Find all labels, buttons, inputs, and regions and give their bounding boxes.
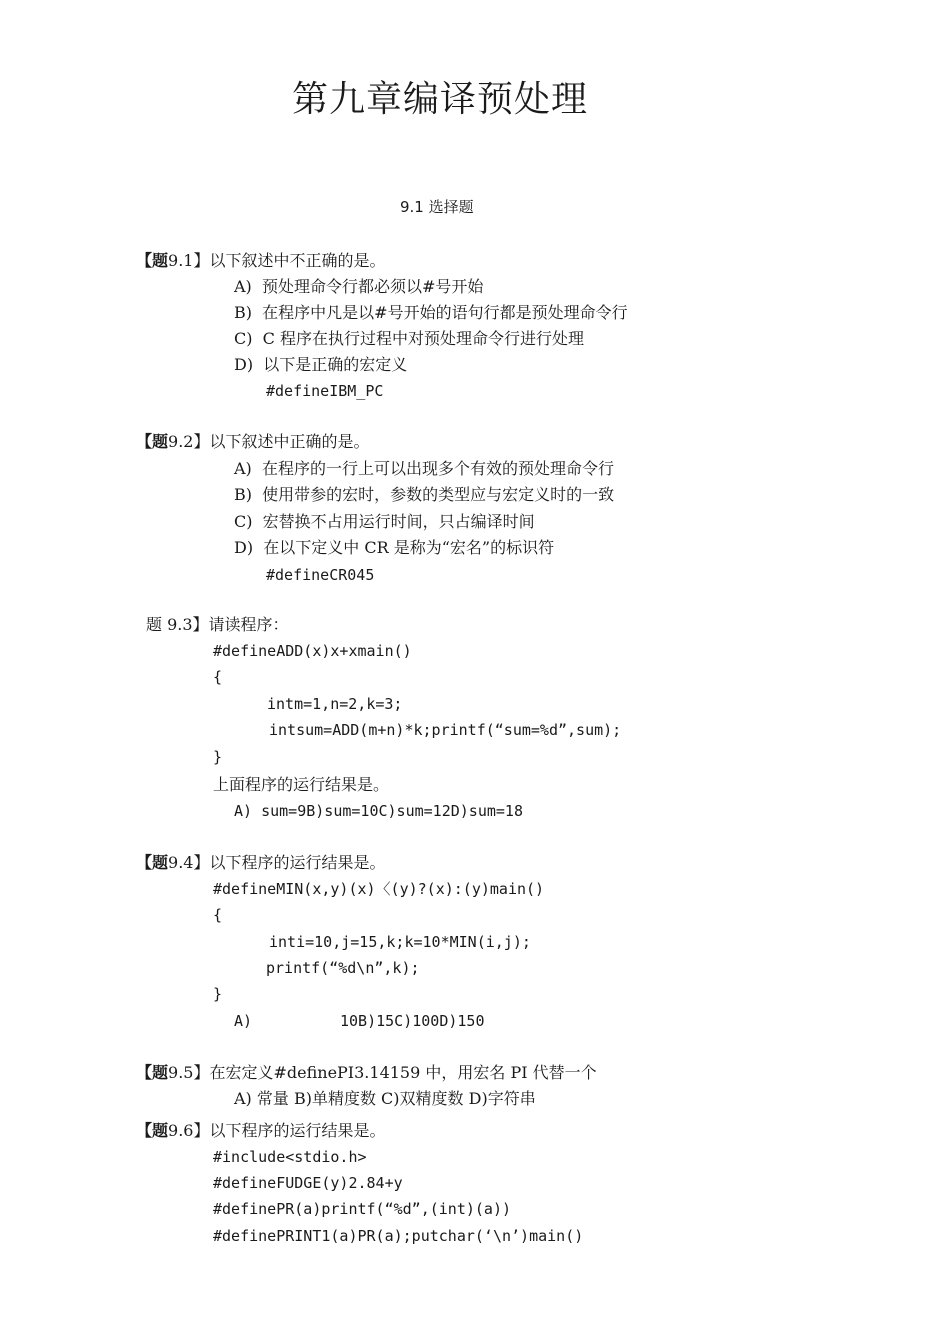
question-number: 9.2】 <box>168 432 210 451</box>
question-label: 【题 <box>136 853 169 872</box>
code-line: #defineCR045 <box>266 566 375 584</box>
question-9-4-header <box>136 855 385 871</box>
option-d: D) 以下是正确的宏定义 <box>234 355 408 374</box>
code-line: { <box>213 906 223 924</box>
code-line: intsum=ADD(m+n)*k;printf(“sum=%d”,sum); <box>269 721 622 739</box>
code-line: #defineFUDGE(y)2.84+y <box>213 1174 403 1192</box>
section-heading: 9.1 选择题 <box>400 198 474 216</box>
code-line: intm=1,n=2,k=3; <box>267 695 403 713</box>
code-line: inti=10,j=15,k;k=10*MIN(i,j); <box>269 933 531 951</box>
question-label: 【题 <box>136 1063 169 1082</box>
code-line: #defineADD(x)x+xmain() <box>213 642 412 660</box>
question-number: 9.5】 <box>168 1063 210 1082</box>
option-b: B) 使用带参的宏时，参数的类型应与宏定义时的一致 <box>234 485 615 504</box>
code-line: } <box>213 748 223 766</box>
answer-options: 10B)15C)100D)150 <box>340 1012 485 1030</box>
code-line: #defineIBM_PC <box>266 382 384 400</box>
code-line: { <box>213 668 223 686</box>
question-9-6-header <box>136 1123 385 1139</box>
question-text: 以下程序的运行结果是。 <box>209 1121 386 1140</box>
option-b: B) 在程序中凡是以#号开始的语句行都是预处理命令行 <box>234 303 628 322</box>
code-line: #include<stdio.h> <box>213 1148 367 1166</box>
option-c: C) C 程序在执行过程中对预处理命令行进行处理 <box>234 329 584 348</box>
answer-label-a: A) <box>234 1012 253 1030</box>
question-prompt: 上面程序的运行结果是。 <box>213 775 390 794</box>
question-9-5-header <box>136 1065 597 1081</box>
code-line: printf(“%d\n”,k); <box>266 959 420 977</box>
question-9-3-header: 题 9.3】请读程序： <box>146 615 289 634</box>
code-line: #definePRINT1(a)PR(a);putchar(‘\n’)main() <box>213 1227 584 1245</box>
question-text: 以下叙述中正确的是。 <box>209 432 370 451</box>
question-text: 以下程序的运行结果是。 <box>209 853 386 872</box>
option-d: D) 在以下定义中 CR 是称为“宏名”的标识符 <box>234 538 555 557</box>
question-label: 【题 <box>136 1121 169 1140</box>
option-c: C) 宏替换不占用运行时间，只占编译时间 <box>234 512 535 531</box>
question-text: 在宏定义#definePI3.14159 中，用宏名 PI 代替一个 <box>209 1063 597 1082</box>
question-number: 9.4】 <box>168 853 210 872</box>
page-title: 第九章编译预处理 <box>292 79 589 120</box>
option-a: A) 预处理命令行都必须以#号开始 <box>234 277 484 296</box>
question-9-1-header <box>136 253 385 269</box>
code-line: #definePR(a)printf(“%d”,(int)(a)) <box>213 1200 512 1218</box>
question-number: 9.1】 <box>168 251 210 270</box>
code-line: #defineMIN(x,y)(x)〈(y)?(x):(y)main() <box>213 880 545 898</box>
code-line: } <box>213 985 223 1003</box>
answer-options: A) sum=9B)sum=10C)sum=12D)sum=18 <box>234 802 523 820</box>
question-9-2-header <box>136 434 369 450</box>
question-label: 【题 <box>136 432 169 451</box>
answer-options: A) 常量 B)单精度数 C)双精度数 D)字符串 <box>234 1089 536 1108</box>
question-label: 【题 <box>136 251 169 270</box>
question-number: 9.6】 <box>168 1121 210 1140</box>
option-a: A) 在程序的一行上可以出现多个有效的预处理命令行 <box>234 459 614 478</box>
question-text: 以下叙述中不正确的是。 <box>209 251 386 270</box>
